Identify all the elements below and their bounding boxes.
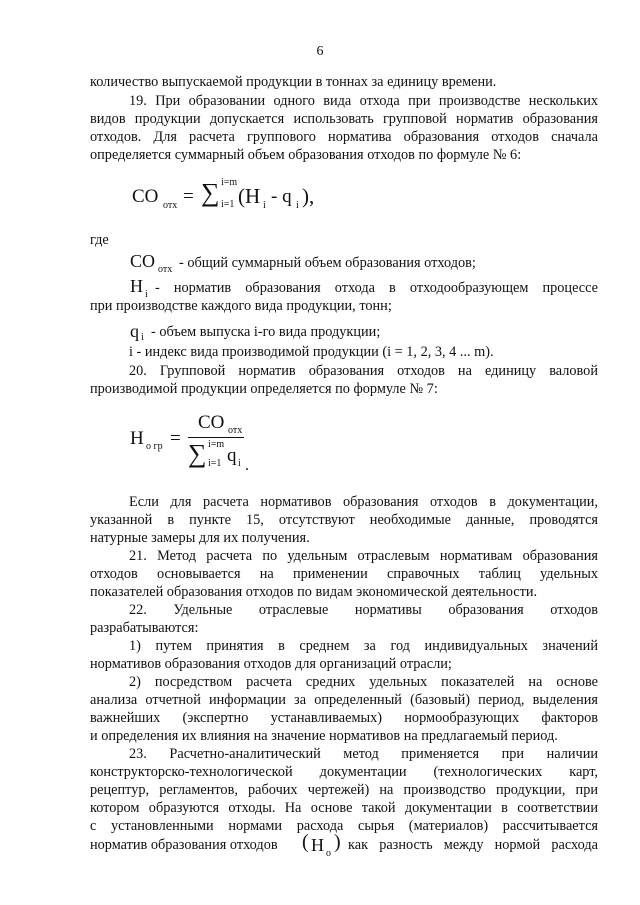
q-symbol: q [130, 321, 139, 341]
sum-symbol: ∑ [201, 178, 220, 207]
text-line: разрабатываются: [90, 620, 199, 636]
text-line: Если для расчета нормативов образования отходов в документации, [129, 494, 598, 510]
q-symbol-sub: i [141, 332, 144, 343]
text-line: - общий суммарный объем образования отходов; [179, 255, 476, 271]
sum-upper-limit: i=m [221, 177, 238, 188]
text-line: 1) путем принятия в среднем за год индивидуальных значений [129, 638, 598, 654]
h0-close-paren: ) [334, 831, 341, 853]
co-symbol: CO [130, 251, 156, 271]
h-symbol-sub: i [145, 289, 148, 300]
formula-7-equals: = [170, 428, 181, 449]
sum-lower-limit: i=1 [221, 199, 235, 210]
text-line: где [90, 232, 109, 248]
text-line: указанной в пункте 15, отсутствуют необходимые данные, проводятся [90, 512, 598, 528]
text-line: отходов основывается на применении справочных таблиц удельных [90, 566, 598, 582]
co-symbol-sub: отх [158, 264, 173, 275]
formula-7-denominator: q [227, 445, 237, 466]
text-line: производимой продукции определяется по формуле № 7: [90, 381, 438, 397]
fraction-bar [188, 437, 244, 438]
text-line: определяется суммарный объем образования отходов по формуле № 6: [90, 147, 522, 163]
formula-7-numerator-sub: отх [228, 425, 243, 436]
h0-symbol-sub: о [326, 848, 331, 859]
formula-7-numerator: CO [198, 412, 225, 433]
text-line: с установленными нормами расхода сырья (материалов) рассчитывается [90, 818, 598, 834]
text-line: натурные замеры для их получения. [90, 530, 310, 546]
text-line: как разность между нормой расхода [348, 837, 598, 853]
text-line: рецептур, регламентов, рабочих чертежей) на производство продукции, при [90, 782, 598, 798]
text-line: количество выпускаемой продукции в тоннах за единицу времени. [90, 74, 497, 90]
sum-upper-limit: i=m [208, 439, 225, 450]
formula-7-lhs: H [130, 428, 144, 449]
text-line: норматив образования отходов [90, 837, 278, 853]
text-line: 2) посредством расчета средних удельных показателей на основе [129, 674, 598, 690]
formula-6-body-sub: i [263, 200, 266, 211]
text-line: при производстве каждого вида продукции, тонн; [90, 298, 392, 314]
text-line: важнейших (экспертно устанавливаемых) нормообразующих факторов [90, 710, 598, 726]
text-line: 22. Удельные отраслевые нормативы образования отходов [129, 602, 598, 618]
text-line: конструкторско-технологической документации (технологических карт, [90, 764, 598, 780]
text-line: показателей образования отходов по видам экономической деятельности. [90, 584, 538, 600]
text-line: - объем выпуска i-го вида продукции; [151, 324, 381, 340]
text-line: - норматив образования отхода в отходообразующем процессе [155, 280, 598, 296]
text-line: котором образуются отходы. На основе такой документации в соответствии [90, 800, 598, 816]
page-number: 6 [316, 44, 324, 59]
formula-6-equals: = [183, 186, 194, 207]
text-line: видов продукции допускается использовать групповой норматив образования [90, 111, 598, 127]
sum-symbol: ∑ [188, 439, 207, 468]
text-line: и определения их влияния на значение нормативов на предлагаемый период. [90, 728, 558, 744]
formula-6-minus: - q [271, 186, 292, 207]
text-line: 21. Метод расчета по удельным отраслевым нормативам образования [129, 548, 598, 564]
formula-7-denominator-sub: i [238, 458, 241, 469]
h0-open-paren: ( [302, 831, 309, 853]
text-line: 19. При образовании одного вида отхода при производстве нескольких [129, 93, 598, 109]
formula-6-body: (H [238, 184, 261, 208]
formula-7-lhs-sub: о гр [146, 441, 163, 452]
formula-6-lhs-sub: отх [163, 200, 178, 211]
text-line: 20. Групповой норматив образования отходов на единицу валовой [129, 363, 598, 379]
text-line: 23. Расчетно-аналитический метод применяется при наличии [129, 746, 598, 762]
text-line: i - индекс вида производимой продукции (i = 1, 2, 3, 4 ... m). [129, 344, 494, 360]
formula-6-lhs: CO [132, 186, 159, 207]
text-line: анализа отчетной информации за определенный (базовый) период, выделения [90, 692, 598, 708]
h-symbol: H [130, 276, 143, 296]
h0-symbol: H [311, 835, 324, 855]
text-line: отходов. Для расчета группового норматива образования отходов сначала [90, 129, 598, 145]
text-line: нормативов образования отходов для организаций отрасли; [90, 656, 452, 672]
formula-6-close: ), [302, 184, 315, 208]
sum-lower-limit: i=1 [208, 458, 222, 469]
formula-7-dot: . [245, 457, 249, 474]
formula-6-q-sub: i [296, 200, 299, 211]
